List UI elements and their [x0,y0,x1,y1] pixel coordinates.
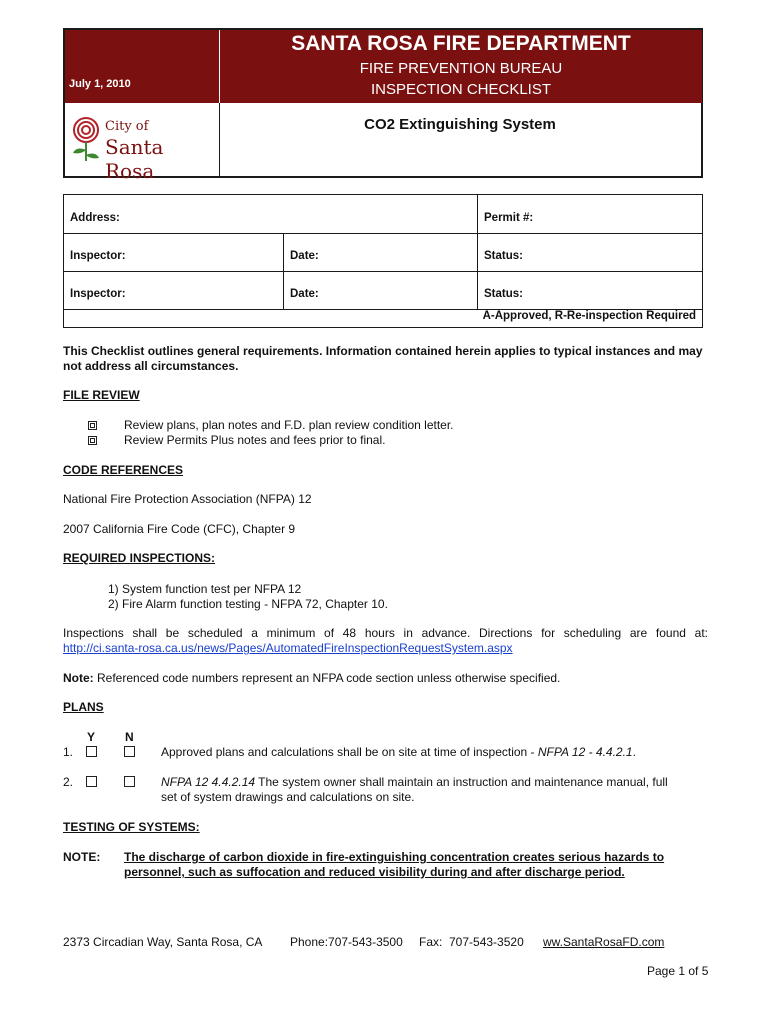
testing-note-line: The discharge of carbon dioxide in fire-extinguishing concentration creates serious hazards to [124,850,665,864]
address-field[interactable]: Address: [70,212,120,224]
plan-item-ref: NFPA 12 - 4.4.2.1 [537,745,633,759]
footer-phone: Phone:707-543-3500 [290,935,403,949]
header-title-cell [219,30,702,103]
logo-city-of: City of [105,119,149,134]
testing-heading: TESTING OF SYSTEMS: [63,820,200,834]
checkbox-icon[interactable] [88,421,97,430]
plan-item-tail: . [632,745,636,759]
inspector-field-1[interactable]: Inspector: [70,250,126,262]
plan-item-body: The system owner shall maintain an instruction and maintenance manual, full [255,775,668,789]
column-no-header: N [125,730,134,744]
code-reference-item: 2007 California Fire Code (CFC), Chapter 9 [63,522,296,536]
plans-heading: PLANS [63,700,104,714]
yes-checkbox[interactable] [86,776,97,787]
no-checkbox[interactable] [124,746,135,757]
no-checkbox[interactable] [124,776,135,787]
required-inspection-item: 1) System function test per NFPA 12 [108,582,302,596]
code-references-heading: CODE REFERENCES [63,463,184,477]
date-field-1[interactable]: Date: [290,250,319,262]
code-reference-item: National Fire Protection Association (NFPA) 12 [63,492,312,506]
permit-field[interactable]: Permit #: [484,212,534,224]
plan-item-ref: NFPA 12 4.4.2.14 [161,775,256,789]
status-field-1[interactable]: Status: [484,250,523,262]
page-number: Page 1 of 5 [647,964,709,978]
plan-item-number: 2. [63,775,74,789]
footer-address: 2373 Circadian Way, Santa Rosa, CA [63,935,263,949]
scheduling-text: Inspections shall be scheduled a minimum of 48 hours in advance. Directions for scheduling are found at: [63,626,708,640]
testing-note-line: personnel, such as suffocation and reduced visibility during and after discharge period. [124,865,625,879]
intro-text: This Checklist outlines general requirements. Information contained herein applies to typical instances and may not address all circumstances. [63,344,703,373]
inspector-field-2[interactable]: Inspector: [70,288,126,300]
column-yes-header: Y [87,730,96,744]
header-date: July 1, 2010 [69,78,131,90]
required-inspection-item: 2) Fire Alarm function testing - NFPA 72, Chapter 10. [108,597,388,611]
yes-checkbox[interactable] [86,746,97,757]
scheduling-link[interactable]: http://ci.santa-rosa.ca.us/news/Pages/AutomatedFireInspectionRequestSystem.aspx [63,641,513,655]
plan-item-text-line2: set of system drawings and calculations on site. [161,790,415,804]
note-paragraph [63,671,560,686]
testing-note-label: NOTE: [63,850,101,864]
note-text: Referenced code numbers represent an NFPA code section unless otherwise specified. [93,671,561,685]
plan-item-text [161,745,636,760]
note-label: Note: [63,671,94,685]
bureau-subtitle: FIRE PREVENTION BUREAU [359,60,563,77]
checklist-subtitle: INSPECTION CHECKLIST [370,81,552,98]
system-title: CO2 Extinguishing System [364,116,556,133]
file-review-item: Review plans, plan notes and F.D. plan review condition letter. [124,418,454,432]
inspection-info-table [63,194,703,328]
rose-logo-icon [69,115,103,163]
checkbox-icon[interactable] [88,436,97,445]
required-inspections-heading: REQUIRED INSPECTIONS: [63,551,216,565]
logo-cell [65,103,220,183]
file-review-item: Review Permits Plus notes and fees prior to final. [124,433,386,447]
status-legend: A-Approved, R-Re-inspection Required [482,310,696,322]
logo-santa-rosa: Santa Rosa [105,135,164,183]
footer-website-link[interactable]: ww.SantaRosaFD.com [543,935,665,949]
date-field-2[interactable]: Date: [290,288,319,300]
header-date-cell [65,30,219,103]
plan-item-body: Approved plans and calculations shall be on site at time of inspection - [161,745,538,759]
department-title: SANTA ROSA FIRE DEPARTMENT [291,32,631,55]
plan-item-text [161,775,668,790]
plan-item-number: 1. [63,745,74,759]
footer-fax: Fax: 707-543-3520 [419,935,524,949]
file-review-heading: FILE REVIEW [63,388,140,402]
status-field-2[interactable]: Status: [484,288,523,300]
header-block [63,28,703,183]
